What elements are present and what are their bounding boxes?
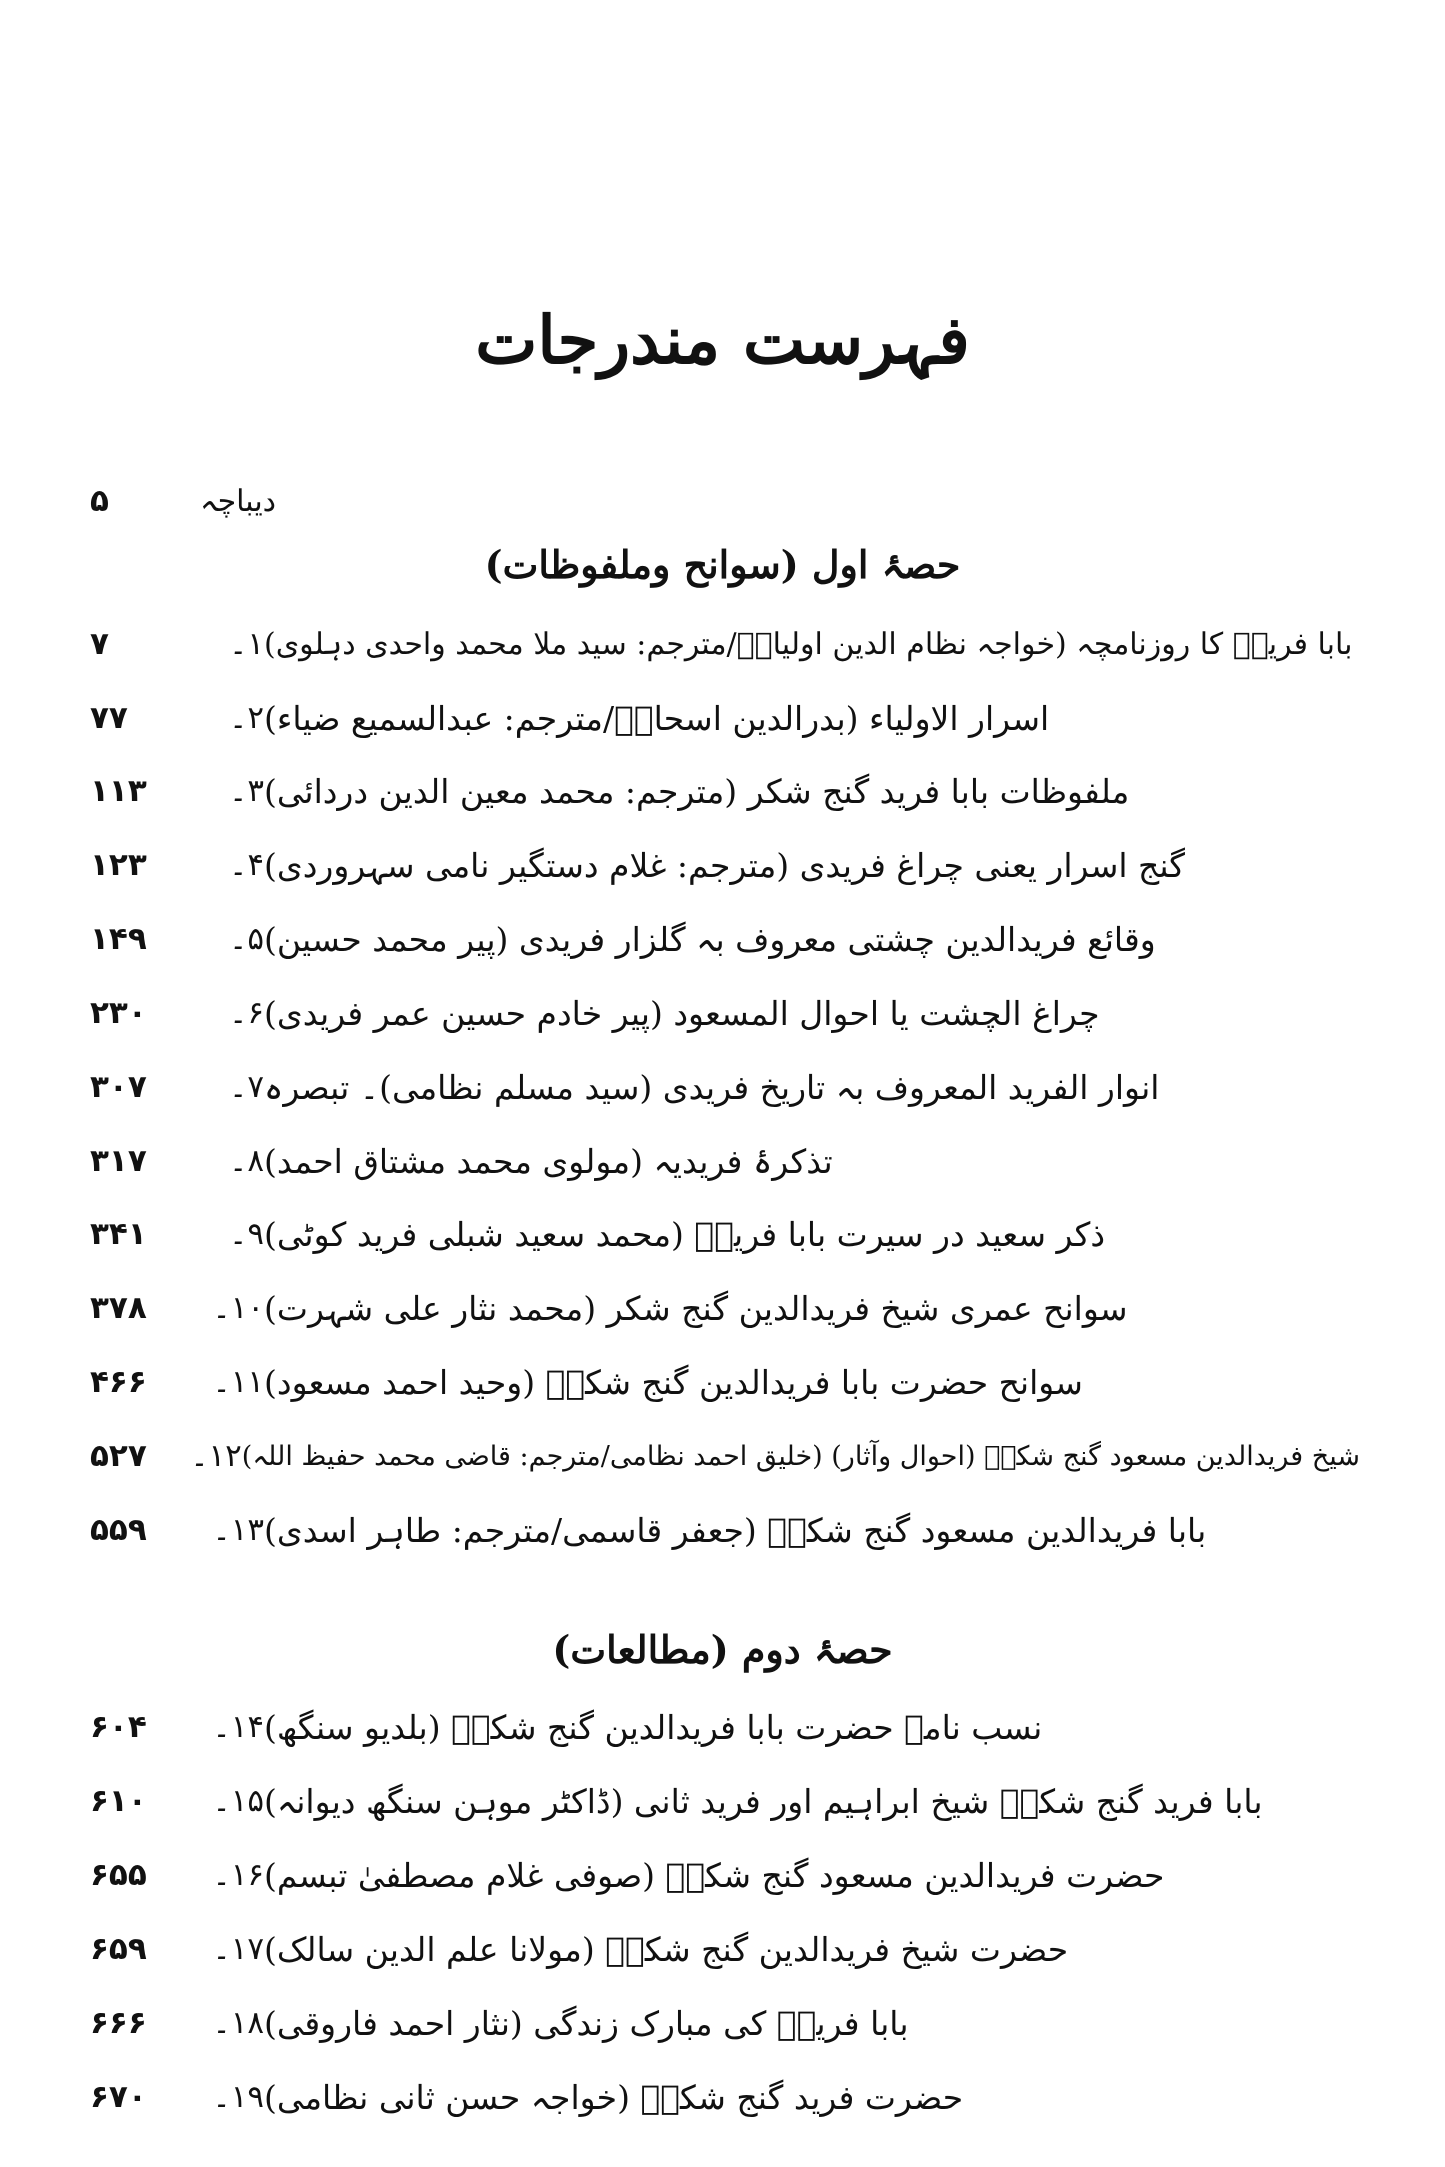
page-number: ۷ <box>90 626 109 662</box>
entry-title: بابا فریدؒ کی مبارک زندگی (نثار احمد فاروقی) <box>264 2003 909 2043</box>
toc-row <box>90 834 1360 896</box>
page-number: ۱۴۹ <box>90 921 147 957</box>
entry-title: نسب نامہ حضرت بابا فریدالدین گنج شکرؒ (بلدیو سنگھ) <box>264 1707 1043 1747</box>
entry-number: ۵۔ <box>229 921 264 957</box>
entry-number: ۴۔ <box>229 847 264 883</box>
page-number: ۵۲۷ <box>90 1438 147 1474</box>
page-number: ۶۵۹ <box>90 1931 147 1967</box>
page-number: ۵ <box>90 483 109 519</box>
section-heading-part1: حصۂ اول (سوانح وملفوظات) <box>484 542 961 587</box>
entry-number: ۱۰۔ <box>212 1290 264 1326</box>
page-number: ۱۲۳ <box>90 847 147 883</box>
entry-number: ۱۔ <box>229 626 264 662</box>
entry-number: ۱۸۔ <box>212 2005 264 2041</box>
toc-row <box>90 1499 1360 1561</box>
entry-number: ۹۔ <box>229 1216 264 1252</box>
page-number: ۳۷۸ <box>90 1290 147 1326</box>
entry-number: ۳۔ <box>229 773 264 809</box>
toc-row <box>90 982 1360 1044</box>
page-title: فہرست مندرجات <box>475 301 970 379</box>
toc-row <box>90 1918 1360 1980</box>
entry-number: ۱۴۔ <box>212 1709 264 1745</box>
page-number: ۲۳۰ <box>90 995 147 1031</box>
entry-title: سوانح حضرت بابا فریدالدین گنج شکرؒ (وحید احمد مسعود) <box>264 1362 1083 1402</box>
toc-row <box>90 2066 1360 2128</box>
page-number: ۷۷ <box>90 700 128 736</box>
toc-row <box>90 1770 1360 1832</box>
toc-row <box>90 908 1360 970</box>
entry-number: ۶۔ <box>229 995 264 1031</box>
toc-row <box>90 1203 1360 1265</box>
page-number: ۴۶۶ <box>90 1364 147 1400</box>
page-number: ۳۱۷ <box>90 1143 147 1179</box>
entry-number: ۱۵۔ <box>212 1783 264 1819</box>
page-number: ۶۶۶ <box>90 2005 147 2041</box>
toc-row <box>90 1351 1360 1413</box>
page-number: ۶۷۰ <box>90 2079 147 2115</box>
entry-title: گنج اسرار یعنی چراغ فریدی (مترجم: غلام دستگیر نامی سہروردی) <box>264 845 1186 885</box>
entry-number: ۷۔ <box>229 1069 264 1105</box>
entry-title: حضرت فرید گنج شکرؒ (خواجہ حسن ثانی نظامی) <box>264 2077 964 2117</box>
preface-row <box>90 470 1360 532</box>
toc-row <box>90 1696 1360 1758</box>
section-heading-part2: حصۂ دوم (مطالعات) <box>552 1627 893 1672</box>
toc-row <box>90 1992 1360 2054</box>
entry-title: انوار الفرید المعروف بہ تاریخ فریدی (سید مسلم نظامی)۔ تبصرہ <box>264 1067 1160 1107</box>
entry-title: بابا فریدالدین مسعود گنج شکرؒ (جعفر قاسمی/مترجم: طاہر اسدی) <box>264 1510 1207 1550</box>
toc-row <box>90 760 1360 822</box>
entry-number: ۸۔ <box>229 1143 264 1179</box>
entry-number: ۱۶۔ <box>212 1857 264 1893</box>
entry-title: چراغ الچشت یا احوال المسعود (پیر خادم حسین عمر فریدی) <box>264 993 1100 1033</box>
entry-title: اسرار الاولیاء (بدرالدین اسحاقؒ/مترجم: عبدالسمیع ضیاء) <box>264 698 1050 738</box>
toc-row <box>90 1130 1360 1192</box>
entry-title: وقائع فریدالدین چشتی معروف بہ گلزار فریدی (پیر محمد حسین) <box>264 919 1156 959</box>
entry-title: حضرت شیخ فریدالدین گنج شکرؒ (مولانا علم الدین سالک) <box>264 1929 1069 1969</box>
page-number: ۳۴۱ <box>90 1216 147 1252</box>
page-number: ۳۰۷ <box>90 1069 147 1105</box>
toc-row <box>90 1425 1360 1487</box>
toc-row <box>90 1277 1360 1339</box>
entry-number: ۱۷۔ <box>212 1931 264 1967</box>
entry-title: ذکر سعید در سیرت بابا فریدؒ (محمد سعید شبلی فرید کوٹی) <box>264 1214 1106 1254</box>
entry-title: بابا فرید گنج شکرؒ شیخ ابراہیم اور فرید ثانی (ڈاکٹر موہن سنگھ دیوانہ) <box>264 1781 1263 1821</box>
entry-title: ملفوظات بابا فرید گنج شکر (مترجم: محمد معین الدین دردائی) <box>264 771 1130 811</box>
preface-label: دیباچہ <box>200 483 277 519</box>
entry-title: تذکرۂ فریدیہ (مولوی محمد مشتاق احمد) <box>264 1141 833 1181</box>
page-number: ۱۱۳ <box>90 773 147 809</box>
entry-title: سوانح عمری شیخ فریدالدین گنج شکر (محمد نثار علی شہرت) <box>264 1288 1128 1328</box>
entry-number: ۲۔ <box>229 700 264 736</box>
page-number: ۶۰۴ <box>90 1709 147 1745</box>
page-number: ۶۵۵ <box>90 1857 147 1893</box>
entry-title: بابا فریدؒ کا روزنامچہ (خواجہ نظام الدین اولیاءؒ/مترجم: سید ملا محمد واحدی دہلوی) <box>264 626 1353 662</box>
entry-number: ۱۱۔ <box>212 1364 264 1400</box>
toc-row <box>90 1056 1360 1118</box>
page-number: ۵۵۹ <box>90 1512 147 1548</box>
toc-row <box>90 1844 1360 1906</box>
page-number: ۶۱۰ <box>90 1783 147 1819</box>
toc-row <box>90 613 1360 675</box>
entry-number: ۱۹۔ <box>212 2079 264 2115</box>
toc-row <box>90 687 1360 749</box>
entry-title: حضرت فریدالدین مسعود گنج شکرؒ (صوفی غلام مصطفیٰ تبسم) <box>264 1855 1165 1895</box>
entry-number: ۱۲۔ <box>190 1438 242 1474</box>
entry-number: ۱۳۔ <box>212 1512 264 1548</box>
entry-title: شیخ فریدالدین مسعود گنج شکرؒ (احوال وآثار) (خلیق احمد نظامی/مترجم: قاضی محمد حفیظ اللہ) <box>241 1440 1360 1472</box>
